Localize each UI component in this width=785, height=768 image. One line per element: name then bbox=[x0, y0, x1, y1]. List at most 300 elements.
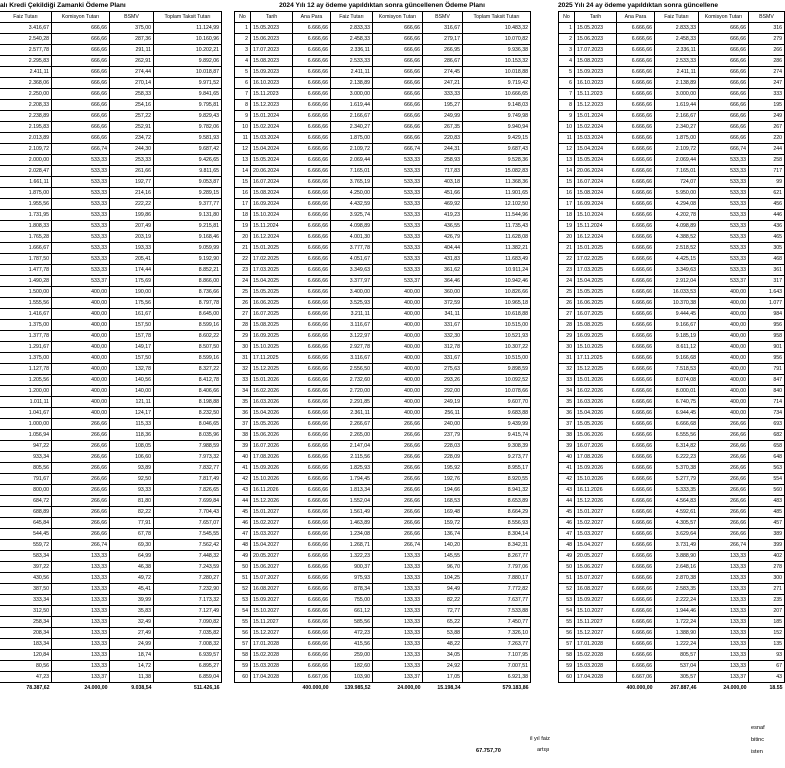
plan-3-cell: 6.666,66 bbox=[617, 78, 655, 89]
plan-1-cell: 9.782,06 bbox=[154, 122, 222, 133]
plan-3-cell: 6 bbox=[559, 78, 575, 89]
plan-2-cell: 2.361,11 bbox=[331, 408, 373, 419]
plan-2-cell: 15.04.2025 bbox=[251, 276, 293, 287]
plan-3-cell: 50 bbox=[559, 562, 575, 573]
plan-3-cell: 6.666,66 bbox=[617, 419, 655, 430]
plan-3-cell: 6.666,66 bbox=[617, 133, 655, 144]
plan-1-cell: 9.687,42 bbox=[154, 144, 222, 155]
plan-2-cell: 10.483,32 bbox=[463, 23, 531, 34]
plan-2-row bbox=[235, 375, 531, 386]
plan-2-cell: 136,74 bbox=[423, 529, 463, 540]
plan-2-cell: 400,00 bbox=[373, 375, 423, 386]
plan-2-cell: 82,22 bbox=[423, 595, 463, 606]
plan-3-cell: 3.888,90 bbox=[655, 551, 699, 562]
plan-3-cell: 52 bbox=[559, 584, 575, 595]
plan-2-header-cell: Faiz Tutarı bbox=[331, 12, 373, 23]
plan-2-cell: 666,66 bbox=[373, 89, 423, 100]
plan-3-cell: 220 bbox=[749, 133, 785, 144]
plan-1-cell: 10.018,87 bbox=[154, 67, 222, 78]
plan-1-cell: 2.295,83 bbox=[0, 56, 52, 67]
plan-1-cell: 8.198,88 bbox=[154, 397, 222, 408]
plan-1-cell: 8.866,00 bbox=[154, 276, 222, 287]
plan-2-cell: 1.794,45 bbox=[331, 474, 373, 485]
plan-1-cell: 8.599,16 bbox=[154, 320, 222, 331]
plan-3-cell: 57 bbox=[559, 639, 575, 650]
plan-3-cell: 266,66 bbox=[699, 430, 749, 441]
plan-2-cell: 15.06.2026 bbox=[251, 430, 293, 441]
plan-2-cell: 267,35 bbox=[423, 122, 463, 133]
plan-2-cell: 10.070,82 bbox=[463, 34, 531, 45]
plan-1-row bbox=[0, 188, 222, 199]
plan-3-row bbox=[559, 529, 785, 540]
plan-2-cell: 9.607,70 bbox=[463, 397, 531, 408]
plan-3-cell: 17.07.2023 bbox=[575, 45, 617, 56]
plan-1-row bbox=[0, 78, 222, 89]
plan-2-row bbox=[235, 265, 531, 276]
plan-3-cell: 6.666,66 bbox=[617, 529, 655, 540]
plan-2-cell: 9.429,15 bbox=[463, 133, 531, 144]
plan-2-cell: 400,00 bbox=[373, 309, 423, 320]
plan-1-row bbox=[0, 408, 222, 419]
plan-2-cell: 16.11.2026 bbox=[251, 485, 293, 496]
plan-2-row bbox=[235, 276, 531, 287]
plan-3-cell: 563 bbox=[749, 463, 785, 474]
plan-2-cell: 3 bbox=[235, 45, 251, 56]
plan-3-cell: 533,33 bbox=[699, 265, 749, 276]
plan-3-cell: 29 bbox=[559, 331, 575, 342]
plan-3-cell: 133,33 bbox=[699, 562, 749, 573]
plan-3-cell: 666,66 bbox=[699, 45, 749, 56]
plan-2-row bbox=[235, 606, 531, 617]
plan-2-cell: 266,66 bbox=[373, 419, 423, 430]
plan-1-row bbox=[0, 397, 222, 408]
plan-3-cell: 15.08.2024 bbox=[575, 188, 617, 199]
plan-3-cell: 15.02.2027 bbox=[575, 518, 617, 529]
plan-1-cell: 6.859,04 bbox=[154, 672, 222, 683]
plan-3-row bbox=[559, 177, 785, 188]
plan-2-cell: 41 bbox=[235, 463, 251, 474]
plan-3-row bbox=[559, 298, 785, 309]
plan-1-cell: 1.000,00 bbox=[0, 419, 52, 430]
plan-2-cell: 266,74 bbox=[373, 540, 423, 551]
plan-2-cell: 666,66 bbox=[373, 111, 423, 122]
plan-2-cell: 372,59 bbox=[423, 298, 463, 309]
plan-1-cell: 666,66 bbox=[52, 133, 110, 144]
plan-3-cell: 8 bbox=[559, 100, 575, 111]
plan-2-cell: 364,46 bbox=[423, 276, 463, 287]
plan-1-cell: 133,33 bbox=[52, 584, 110, 595]
plan-2-cell: 6.666,66 bbox=[293, 617, 331, 628]
plan-3-cell: 15.06.2023 bbox=[575, 34, 617, 45]
plan-2-cell: 431,83 bbox=[423, 254, 463, 265]
plan-1-cell: 559,72 bbox=[0, 540, 52, 551]
plan-2-table bbox=[234, 11, 531, 693]
plan-2-row bbox=[235, 452, 531, 463]
plan-2-cell: 3.000,00 bbox=[331, 89, 373, 100]
plan-3-cell: 400,00 bbox=[699, 342, 749, 353]
plan-1-cell: 7.704,43 bbox=[154, 507, 222, 518]
plan-1-cell: 400,00 bbox=[52, 375, 110, 386]
plan-2-cell: 10.965,18 bbox=[463, 298, 531, 309]
plan-3-cell: 18 bbox=[559, 210, 575, 221]
plan-2-cell: 9.940,94 bbox=[463, 122, 531, 133]
plan-3-cell: 6.944,45 bbox=[655, 408, 699, 419]
plan-1-cell: 7.008,32 bbox=[154, 639, 222, 650]
plan-3-cell: 5.333,35 bbox=[655, 485, 699, 496]
plan-3-cell: 6.666,66 bbox=[617, 320, 655, 331]
plan-3-cell: 901 bbox=[749, 342, 785, 353]
plan-2-cell: 404,44 bbox=[423, 243, 463, 254]
plan-1-cell: 161,67 bbox=[110, 309, 154, 320]
plan-2-cell: 666,66 bbox=[373, 23, 423, 34]
plan-3-cell: 15.06.2027 bbox=[575, 562, 617, 573]
plan-3-cell: 15.11.2023 bbox=[575, 89, 617, 100]
plan-3-cell: 6.666,66 bbox=[617, 188, 655, 199]
plan-3-cell: 457 bbox=[749, 518, 785, 529]
plan-3-cell: 15.04.2026 bbox=[575, 408, 617, 419]
plan-3-cell: 533,33 bbox=[699, 210, 749, 221]
plan-2-row bbox=[235, 639, 531, 650]
plan-3-cell: 1.643 bbox=[749, 287, 785, 298]
plan-1-title-prefix: alı bbox=[0, 2, 8, 9]
plan-3-cell: 23 bbox=[559, 265, 575, 276]
plan-3-cell: 15.05.2023 bbox=[575, 23, 617, 34]
plan-3-cell: 6.666,66 bbox=[617, 430, 655, 441]
plan-3-cell: 67 bbox=[749, 661, 785, 672]
plan-1-row bbox=[0, 133, 222, 144]
plan-2-cell: 6.666,66 bbox=[293, 221, 331, 232]
plan-2-cell: 6.666,66 bbox=[293, 628, 331, 639]
plan-2-totals-row bbox=[235, 683, 531, 694]
plan-3-cell: 6.666,66 bbox=[617, 452, 655, 463]
plan-3-cell: 35 bbox=[559, 397, 575, 408]
plan-1-cell: 18,74 bbox=[110, 650, 154, 661]
plan-3-cell: 483 bbox=[749, 496, 785, 507]
plan-2-cell: 11.628,08 bbox=[463, 232, 531, 243]
plan-3-cell: 6.666,66 bbox=[617, 606, 655, 617]
plan-2-cell: 6.666,66 bbox=[293, 375, 331, 386]
plan-3-row bbox=[559, 386, 785, 397]
plan-2-cell: 192,76 bbox=[423, 474, 463, 485]
plan-1-cell: 205,41 bbox=[110, 254, 154, 265]
plan-1-cell: 49,72 bbox=[110, 573, 154, 584]
plan-3-cell: 666,66 bbox=[699, 122, 749, 133]
plan-3-cell: 8.000,01 bbox=[655, 386, 699, 397]
plan-1-row bbox=[0, 353, 222, 364]
plan-1-cell: 8.602,22 bbox=[154, 331, 222, 342]
plan-3-cell: 235 bbox=[749, 595, 785, 606]
plan-3-cell: 15.05.2024 bbox=[575, 155, 617, 166]
plan-3-cell: 2.518,52 bbox=[655, 243, 699, 254]
plan-1-row bbox=[0, 441, 222, 452]
plan-3-cell: 43 bbox=[749, 672, 785, 683]
plan-2-cell: 27 bbox=[235, 309, 251, 320]
plan-2-cell: 15.02.2024 bbox=[251, 122, 293, 133]
plan-2-row bbox=[235, 518, 531, 529]
plan-2-cell: 312,78 bbox=[423, 342, 463, 353]
plan-2-cell: 266,66 bbox=[373, 452, 423, 463]
plan-1-cell: 8.599,16 bbox=[154, 353, 222, 364]
plan-2-cell: 6.666,66 bbox=[293, 419, 331, 430]
plan-1-row bbox=[0, 166, 222, 177]
plan-1-cell: 400,00 bbox=[52, 331, 110, 342]
plan-2-row bbox=[235, 650, 531, 661]
plan-3-row bbox=[559, 166, 785, 177]
plan-1-row bbox=[0, 34, 222, 45]
plan-1-cell: 266,66 bbox=[52, 441, 110, 452]
plan-2-cell: 2.458,33 bbox=[331, 34, 373, 45]
plan-2-cell: 9.528,36 bbox=[463, 155, 531, 166]
plan-3-cell: 4.098,89 bbox=[655, 221, 699, 232]
plan-3-cell: 468 bbox=[749, 254, 785, 265]
plan-2-body bbox=[235, 23, 531, 694]
plan-3-cell: 16.11.2026 bbox=[575, 485, 617, 496]
plan-2-cell: 4.001,30 bbox=[331, 232, 373, 243]
plan-1-cell: 1.041,67 bbox=[0, 408, 52, 419]
plan-3-cell: 400,00 bbox=[699, 298, 749, 309]
plan-2-cell: 6.666,66 bbox=[293, 540, 331, 551]
plan-2-row bbox=[235, 617, 531, 628]
plan-2-cell: 34,05 bbox=[423, 650, 463, 661]
plan-3-row bbox=[559, 78, 785, 89]
plan-2-cell: 7.880,17 bbox=[463, 573, 531, 584]
plan-2-cell: 159,72 bbox=[423, 518, 463, 529]
plan-3-total-cell: 400.000,00 bbox=[626, 685, 653, 691]
plan-2-row bbox=[235, 485, 531, 496]
plan-3-cell: 6.666,66 bbox=[617, 298, 655, 309]
plan-2-cell: 15.12.2026 bbox=[251, 496, 293, 507]
plan-1-row bbox=[0, 540, 222, 551]
plan-3-cell: 648 bbox=[749, 452, 785, 463]
plan-3-cell: 958 bbox=[749, 331, 785, 342]
plan-2-cell: 3.377,97 bbox=[331, 276, 373, 287]
plan-3-cell: 244 bbox=[749, 144, 785, 155]
plan-1-cell: 7.448,32 bbox=[154, 551, 222, 562]
plan-3-cell: 6.666,66 bbox=[617, 628, 655, 639]
plan-3-header-row bbox=[559, 12, 785, 23]
plan-1-cell: 252,91 bbox=[110, 122, 154, 133]
plan-2-cell: 72,77 bbox=[423, 606, 463, 617]
plan-2-cell: 533,37 bbox=[373, 276, 423, 287]
plan-1-row bbox=[0, 23, 222, 34]
plan-2-cell: 6.666,66 bbox=[293, 23, 331, 34]
plan-3-cell: 8.074,08 bbox=[655, 375, 699, 386]
plan-2-cell: 8.653,89 bbox=[463, 496, 531, 507]
plan-1-cell: 2.028,47 bbox=[0, 166, 52, 177]
plan-2-cell: 6.666,66 bbox=[293, 309, 331, 320]
plan-2-cell: 6.666,66 bbox=[293, 298, 331, 309]
plan-2-total-cell: 400.000,00 bbox=[302, 685, 329, 691]
plan-1-cell: 312,50 bbox=[0, 606, 52, 617]
plan-1-row bbox=[0, 573, 222, 584]
plan-1-cell: 222,22 bbox=[110, 199, 154, 210]
plan-1-cell: 533,37 bbox=[52, 276, 110, 287]
plan-2-row bbox=[235, 529, 531, 540]
plan-3-row bbox=[559, 617, 785, 628]
plan-1-row bbox=[0, 661, 222, 672]
plan-3-cell: 6.666,66 bbox=[617, 331, 655, 342]
plan-1-cell: 9.377,77 bbox=[154, 199, 222, 210]
plan-3-cell: 666,66 bbox=[699, 23, 749, 34]
plan-2-cell: 17 bbox=[235, 199, 251, 210]
plan-2-cell: 10.618,88 bbox=[463, 309, 531, 320]
plan-3-cell: 2.648,16 bbox=[655, 562, 699, 573]
plan-2-row bbox=[235, 331, 531, 342]
plan-3-header-cell: Komisyon Tutarı bbox=[699, 12, 749, 23]
plan-3-cell: 6.666,66 bbox=[617, 221, 655, 232]
plan-1-cell: 133,33 bbox=[52, 606, 110, 617]
plan-3-cell: 15.11.2024 bbox=[575, 221, 617, 232]
plan-1-row bbox=[0, 672, 222, 683]
plan-3-cell: 1.222,24 bbox=[655, 639, 699, 650]
plan-3-cell: 6.666,66 bbox=[617, 496, 655, 507]
plan-2-cell: 3.116,67 bbox=[331, 353, 373, 364]
plan-2-cell: 2.265,00 bbox=[331, 430, 373, 441]
plan-2-cell: 878,34 bbox=[331, 584, 373, 595]
plan-2-cell: 17.08.2026 bbox=[251, 452, 293, 463]
plan-3-row bbox=[559, 650, 785, 661]
plan-2-cell: 15.09.2023 bbox=[251, 67, 293, 78]
plan-3-cell: 54 bbox=[559, 606, 575, 617]
plan-2-cell: 40 bbox=[235, 452, 251, 463]
plan-1-cell: 688,89 bbox=[0, 507, 52, 518]
plan-1-cell: 108,05 bbox=[110, 441, 154, 452]
plan-1-cell: 1.477,78 bbox=[0, 265, 52, 276]
plan-3-cell: 6.666,66 bbox=[617, 166, 655, 177]
plan-3-cell: 15.12.2026 bbox=[575, 496, 617, 507]
plan-3-cell: 266,66 bbox=[699, 463, 749, 474]
plan-2-cell: 39 bbox=[235, 441, 251, 452]
plan-3-cell: 734 bbox=[749, 408, 785, 419]
plan-3-cell: 6.666,66 bbox=[617, 155, 655, 166]
plan-3-cell: 666,66 bbox=[699, 67, 749, 78]
plan-3-cell: 195 bbox=[749, 100, 785, 111]
plan-2-cell: 15.10.2025 bbox=[251, 342, 293, 353]
plan-1-cell: 666,66 bbox=[52, 56, 110, 67]
plan-3-cell: 2.166,67 bbox=[655, 111, 699, 122]
plan-3-header-cell: Ana Para bbox=[617, 12, 655, 23]
plan-3-cell: 6.740,75 bbox=[655, 397, 699, 408]
plan-1-cell: 157,78 bbox=[110, 331, 154, 342]
plan-2-cell: 15.11.2027 bbox=[251, 617, 293, 628]
plan-3-row bbox=[559, 210, 785, 221]
plan-1-cell: 666,66 bbox=[52, 111, 110, 122]
plan-2-cell: 1.875,00 bbox=[331, 133, 373, 144]
plan-3-row bbox=[559, 518, 785, 529]
plan-3-cell: 1 bbox=[559, 23, 575, 34]
plan-2-cell: 133,33 bbox=[373, 650, 423, 661]
plan-3-cell: 8.611,12 bbox=[655, 342, 699, 353]
plan-1-cell: 666,66 bbox=[52, 45, 110, 56]
plan-1-cell: 175,69 bbox=[110, 276, 154, 287]
plan-2-cell: 6.666,66 bbox=[293, 177, 331, 188]
plan-2-cell: 53,88 bbox=[423, 628, 463, 639]
plan-3-cell: 16.09.2025 bbox=[575, 331, 617, 342]
plan-2-cell: 2.138,89 bbox=[331, 78, 373, 89]
plan-1-cell: 397,22 bbox=[0, 562, 52, 573]
plan-1-cell: 6.895,27 bbox=[154, 661, 222, 672]
plan-2-row bbox=[235, 441, 531, 452]
plan-1-cell: 400,00 bbox=[52, 386, 110, 397]
plan-2-cell: 133,33 bbox=[373, 562, 423, 573]
plan-3-cell: 5.370,38 bbox=[655, 463, 699, 474]
plan-1-cell: 2.208,33 bbox=[0, 100, 52, 111]
plan-2-row bbox=[235, 144, 531, 155]
plan-1-body bbox=[0, 23, 222, 694]
plan-3-cell: 47 bbox=[559, 529, 575, 540]
plan-3-cell: 6.666,66 bbox=[617, 540, 655, 551]
plan-3-cell: 666,66 bbox=[699, 78, 749, 89]
plan-3-cell: 436 bbox=[749, 221, 785, 232]
plan-3-cell: 133,33 bbox=[699, 606, 749, 617]
plan-3-row bbox=[559, 265, 785, 276]
plan-3-cell: 666,66 bbox=[699, 89, 749, 100]
plan-1-row bbox=[0, 606, 222, 617]
plan-1-cell: 92,50 bbox=[110, 474, 154, 485]
plan-3-cell: 847 bbox=[749, 375, 785, 386]
plan-2-cell: 341,11 bbox=[423, 309, 463, 320]
plan-3-cell: 17.01.2028 bbox=[575, 639, 617, 650]
plan-1-cell: 266,66 bbox=[52, 452, 110, 463]
plan-2-total-cell: 24.000,00 bbox=[397, 685, 421, 691]
plan-3-cell: 6.666,66 bbox=[617, 45, 655, 56]
plan-3-total-cell: 24.000,00 bbox=[723, 685, 747, 691]
plan-1-cell: 533,33 bbox=[52, 166, 110, 177]
plan-3-cell: 286 bbox=[749, 56, 785, 67]
plan-1-cell: 234,72 bbox=[110, 133, 154, 144]
plan-3-row bbox=[559, 672, 785, 683]
plan-2-cell: 717,83 bbox=[423, 166, 463, 177]
plan-3-cell: 400,00 bbox=[699, 309, 749, 320]
plan-3-cell: 533,33 bbox=[699, 232, 749, 243]
plan-3-cell: 133,33 bbox=[699, 650, 749, 661]
plan-1-cell: 149,17 bbox=[110, 342, 154, 353]
plan-2-cell: 666,66 bbox=[373, 122, 423, 133]
plan-2-cell: 12.102,50 bbox=[463, 199, 531, 210]
plan-2-cell: 472,23 bbox=[331, 628, 373, 639]
plan-3-cell: 133,33 bbox=[699, 551, 749, 562]
plan-1-cell: 254,16 bbox=[110, 100, 154, 111]
plan-2-row bbox=[235, 463, 531, 474]
plan-2-cell: 228,03 bbox=[423, 441, 463, 452]
plan-2-cell: 400,00 bbox=[373, 364, 423, 375]
plan-3-cell: 956 bbox=[749, 353, 785, 364]
plan-1-cell: 81,80 bbox=[110, 496, 154, 507]
plan-2-row bbox=[235, 243, 531, 254]
plan-1-cell: 266,66 bbox=[52, 507, 110, 518]
plan-1-cell: 287,36 bbox=[110, 34, 154, 45]
plan-1-cell: 8.507,50 bbox=[154, 342, 222, 353]
plan-3-cell: 305 bbox=[749, 243, 785, 254]
plan-1-header-row bbox=[0, 12, 222, 23]
plan-2-row bbox=[235, 199, 531, 210]
plan-2-cell: 6.666,66 bbox=[293, 78, 331, 89]
plan-1-cell: 8.406,66 bbox=[154, 386, 222, 397]
plan-1-header-cell: Komisyon Tutarı bbox=[52, 12, 110, 23]
plan-2-cell: 54 bbox=[235, 606, 251, 617]
plan-3-row bbox=[559, 254, 785, 265]
plan-2-row bbox=[235, 540, 531, 551]
plan-3-cell: 666,66 bbox=[699, 133, 749, 144]
plan-2-cell: 259,00 bbox=[331, 650, 373, 661]
plan-3-cell: 58 bbox=[559, 650, 575, 661]
plan-2-cell: 15.01.2027 bbox=[251, 507, 293, 518]
plan-3-cell: 15.10.2024 bbox=[575, 210, 617, 221]
plan-2-cell: 6.666,66 bbox=[293, 67, 331, 78]
plan-2-cell: 15.05.2026 bbox=[251, 419, 293, 430]
plan-2-cell: 133,33 bbox=[373, 606, 423, 617]
plan-3-row bbox=[559, 441, 785, 452]
